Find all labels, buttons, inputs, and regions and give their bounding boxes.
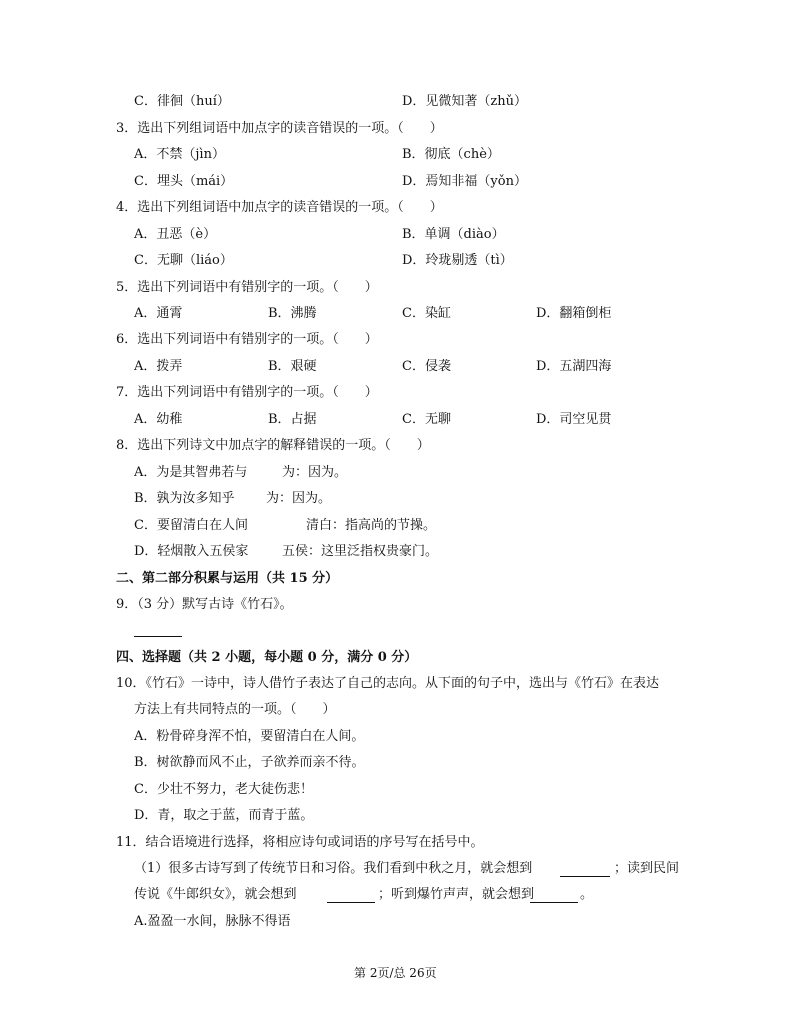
q11-part1-text-a: （1）很多古诗写到了传统节日和习俗。我们看到中秋之月，就会想到 — [134, 861, 533, 876]
q4-stem: 4．选出下列组词语中加点字的读音错误的一项。（ ） — [116, 200, 443, 215]
q10-option-c: C．少壮不努力，老大徒伤悲！ — [134, 782, 313, 797]
q11-blank-1[interactable] — [560, 876, 610, 877]
q6-option-b: B．艰硬 — [268, 359, 317, 374]
q8-option-d: D．轻烟散入五侯家 — [134, 544, 249, 559]
q10-stem-line2: 方法上有共同特点的一项。（ ） — [134, 702, 336, 717]
q8-option-a-explanation: 为：因为。 — [282, 465, 348, 480]
q11-stem: 11．结合语境进行选择，将相应诗句或词语的序号写在括号中。 — [116, 835, 484, 850]
q11-part2-text-a: 传说《牛郎织女》，就会想到 — [134, 887, 297, 902]
q10-option-d: D．青，取之于蓝，而青于蓝。 — [134, 808, 314, 823]
q2-option-c: C．徘徊（huí） — [134, 94, 230, 109]
q11-option-a: A.盈盈一水间，脉脉不得语 — [134, 914, 291, 929]
q8-stem: 8．选出下列诗文中加点字的解释错误的一项。（ ） — [116, 438, 430, 453]
q8-option-c: C．要留清白在人间 — [134, 518, 248, 533]
q6-option-d: D．五湖四海 — [536, 359, 612, 374]
q5-option-a: A．通霄 — [134, 306, 183, 321]
q3-option-b: B．彻底（chè） — [402, 147, 500, 162]
q8-option-d-explanation: 五侯：这里泛指权贵豪门。 — [282, 544, 439, 559]
q10-stem-line1: 10．《竹石》一诗中，诗人借竹子表达了自己的志向。从下面的句子中，选出与《竹石》在表达 — [116, 676, 660, 691]
q5-option-d: D．翻箱倒柜 — [536, 306, 612, 321]
q8-option-a: A．为是其智弗若与 — [134, 465, 248, 480]
q5-option-b: B．沸腾 — [268, 306, 317, 321]
q7-option-c: C．无聊 — [402, 412, 451, 427]
q4-option-d: D．玲珑剔透（tì） — [402, 253, 513, 268]
q6-stem: 6．选出下列词语中有错别字的一项。（ ） — [116, 332, 378, 347]
q6-option-c: C．侵袭 — [402, 359, 451, 374]
q8-option-b-explanation: 为：因为。 — [266, 491, 332, 506]
q3-stem: 3．选出下列组词语中加点字的读音错误的一项。（ ） — [116, 121, 443, 136]
q4-option-a: A．丑恶（è） — [134, 227, 217, 242]
q3-option-a: A．不禁（jìn） — [134, 147, 225, 162]
q4-option-c: C．无聊（liáo） — [134, 253, 233, 268]
q2-option-d: D．见微知著（zhǔ） — [402, 94, 528, 109]
q3-option-d: D．焉知非福（yǒn） — [402, 174, 527, 189]
q7-option-b: B．占据 — [268, 412, 317, 427]
q8-option-c-explanation: 清白：指高尚的节操。 — [306, 518, 437, 533]
page-footer: 第 2页/总 26页 — [354, 966, 437, 980]
q7-option-d: D．司空见贯 — [536, 412, 612, 427]
section-heading-4: 四、选择题（共 2 小题，每小题 0 分，满分 0 分） — [116, 650, 418, 665]
q9-answer-blank[interactable] — [134, 636, 182, 637]
q7-stem: 7．选出下列词语中有错别字的一项。（ ） — [116, 385, 378, 400]
q5-option-c: C．染缸 — [402, 306, 451, 321]
q8-option-b: B．孰为汝多知乎 — [134, 491, 235, 506]
q7-option-a: A．幼稚 — [134, 412, 183, 427]
q11-part2-text-c: 。 — [580, 887, 594, 902]
q9-stem: 9．（3 分）默写古诗《竹石》。 — [116, 597, 293, 612]
q6-option-a: A．拨弄 — [134, 359, 183, 374]
q11-part1-text-b: ；读到民间 — [614, 861, 680, 876]
q11-blank-2[interactable] — [327, 902, 375, 903]
q10-option-a: A．粉骨碎身浑不怕，要留清白在人间。 — [134, 729, 365, 744]
q11-part2-text-b: ；听到爆竹声声，就会想到 — [378, 887, 535, 902]
q5-stem: 5．选出下列词语中有错别字的一项。（ ） — [116, 280, 378, 295]
q10-option-b: B．树欲静而风不止，子欲养而亲不待。 — [134, 755, 365, 770]
q4-option-b: B．单调（diào） — [402, 227, 505, 242]
q11-blank-3[interactable] — [530, 902, 578, 903]
q3-option-c: C．埋头（mái） — [134, 174, 234, 189]
section-heading-2: 二、第二部分积累与运用（共 15 分） — [116, 571, 339, 586]
